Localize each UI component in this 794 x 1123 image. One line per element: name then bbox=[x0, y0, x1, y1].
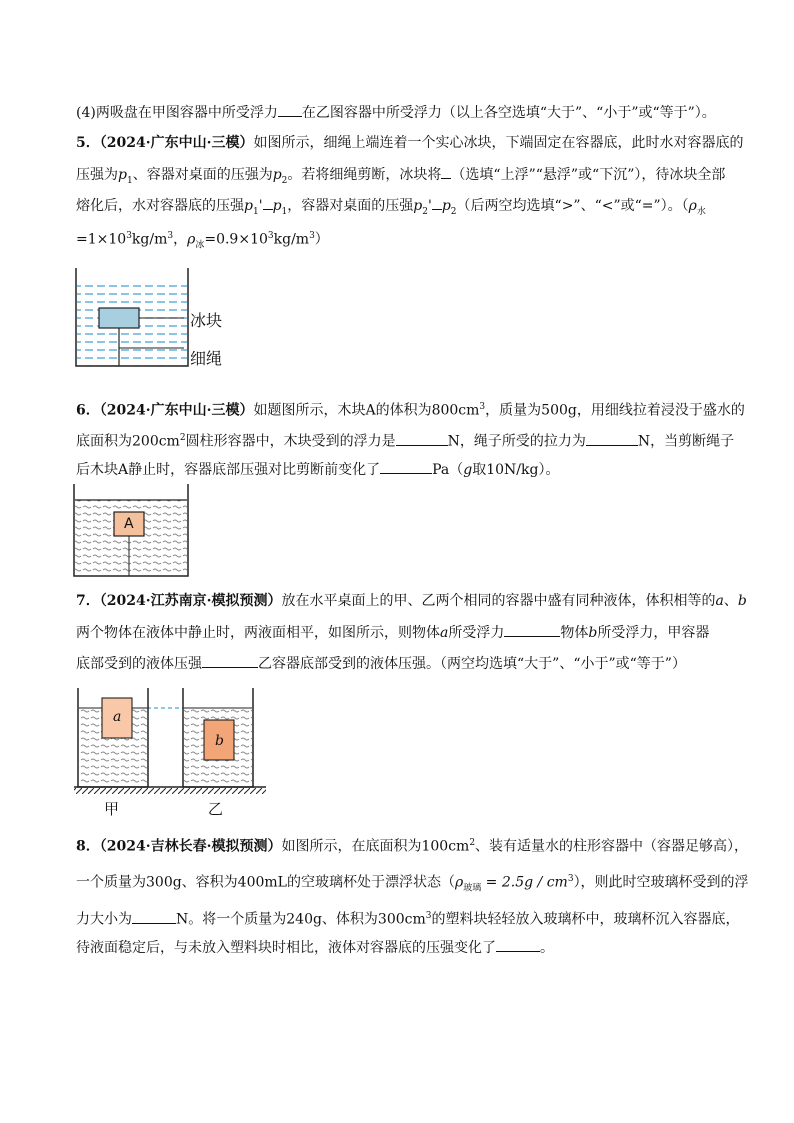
q4-blank[interactable] bbox=[278, 102, 302, 117]
q6-blank-2[interactable] bbox=[586, 431, 638, 446]
q6-blank-1[interactable] bbox=[396, 431, 448, 446]
q7-figure bbox=[70, 686, 270, 818]
q7-number: 7． bbox=[76, 593, 100, 609]
jia-label: 甲 bbox=[104, 800, 120, 818]
q8-source: （2024·吉林长春·模拟预测） bbox=[99, 838, 282, 855]
q8-line1: 8．（2024·吉林长春·模拟预测）如图所示，在底面积为$100cm^2$、装有适量水的柱形容器中（容器足够高）， bbox=[76, 838, 749, 855]
q6-line1: 6．（2024·广东中山·三模）如题图所示，木块A的体积为$800cm^3$，质量为500g，用细线拉着浸没于盛水的 bbox=[76, 402, 745, 419]
q8-line2: 一个质量为300g、容积为400mL的空玻璃杯处于漂浮状态$(\rho_{玻璃} = 2.5g / cm^3)$，则此时空玻璃杯受到的浮 bbox=[76, 874, 749, 894]
object-b-label: b bbox=[215, 733, 224, 749]
two-containers-diagram bbox=[70, 686, 270, 818]
q8-line4: 待液面稳定后，与未放入塑料块时相比，液体对容器底的压强变化了 。 bbox=[76, 937, 554, 958]
q5-blank-3[interactable] bbox=[432, 195, 442, 210]
q8-number: 8． bbox=[76, 838, 100, 855]
object-a-label: a bbox=[113, 709, 122, 725]
q5-blank-2[interactable] bbox=[263, 195, 273, 210]
q8-blank-2[interactable] bbox=[496, 937, 540, 952]
q5-line4: $=1\times 10^3kg/m^3$，$\rho_冰=0.9\times 10^3kg/m^3$） bbox=[76, 231, 329, 251]
q7-line1: 7．（2024·江苏南京·模拟预测）放在水平桌面上的甲、乙两个相同的容器中盛有同种液体，体积相等的a、b bbox=[76, 593, 747, 609]
q7-blank-1[interactable] bbox=[504, 622, 560, 637]
q6-line3: 后木块A静止时，容器底部压强对比剪断前变化了 Pa（g取10N/kg）。 bbox=[76, 459, 559, 480]
ice-label: 冰块 bbox=[190, 311, 223, 330]
q8-blank-1[interactable] bbox=[132, 909, 176, 924]
block-a-label: A bbox=[124, 516, 134, 532]
q6-line2: 底面积为$200cm^2$圆柱形容器中，木块受到的浮力是 N，绳子所受的拉力为 N，当剪断绳子 bbox=[76, 428, 734, 452]
q6-number: 6． bbox=[76, 402, 100, 419]
q5-line3: 熔化后，水对容器底的压强$p_1'$ $p_1$，容器对桌面的压强$p_2'$ $p_2$（后两空均选填“>”、“<”或“=”）。（$\rho_水$ bbox=[76, 195, 706, 222]
q5-blank-1[interactable] bbox=[441, 164, 451, 179]
q5-source: （2024·广东中山·三模） bbox=[99, 135, 254, 151]
ice-block bbox=[99, 308, 139, 328]
q7-blank-2[interactable] bbox=[202, 653, 258, 668]
q4-line1: (4)两吸盘在甲图容器中所受浮力 在乙图容器中所受浮力（以上各空选填“大于”、“小于”或“等于”）。 bbox=[76, 102, 716, 123]
q7-line2: 两个物体在液体中静止时，两液面相平，如图所示，则物体a所受浮力 物体b所受浮力，甲容器 bbox=[76, 622, 709, 643]
q5-number: 5． bbox=[76, 135, 100, 151]
q6-blank-3[interactable] bbox=[380, 459, 432, 474]
q6-figure bbox=[72, 482, 192, 578]
q5-line1: 5．（2024·广东中山·三模）如图所示，细绳上端连着一个实心冰块，下端固定在容器底，此时水对容器底的 bbox=[76, 135, 744, 151]
q5-line2: 压强为$p_1$、容器对桌面的压强为$p_2$。若将细绳剪断，冰块将 （选填“上浮”“悬浮”或“下沉”），待冰块全部 bbox=[76, 164, 725, 191]
q5-figure bbox=[72, 266, 312, 376]
yi-label: 乙 bbox=[208, 800, 224, 818]
q6-source: （2024·广东中山·三模） bbox=[99, 402, 254, 419]
q7-line3: 底部受到的液体压强 乙容器底部受到的液体压强。（两空均选填“大于”、“小于”或“等于”） bbox=[76, 653, 686, 674]
rope-label: 细绳 bbox=[190, 349, 223, 368]
q8-line3: 力大小为 N。将一个质量为240g、体积为$300cm^3$的塑料块轻轻放入玻璃杯中，玻璃杯沉入容器底， bbox=[76, 906, 740, 930]
q7-source: （2024·江苏南京·模拟预测） bbox=[99, 593, 282, 609]
